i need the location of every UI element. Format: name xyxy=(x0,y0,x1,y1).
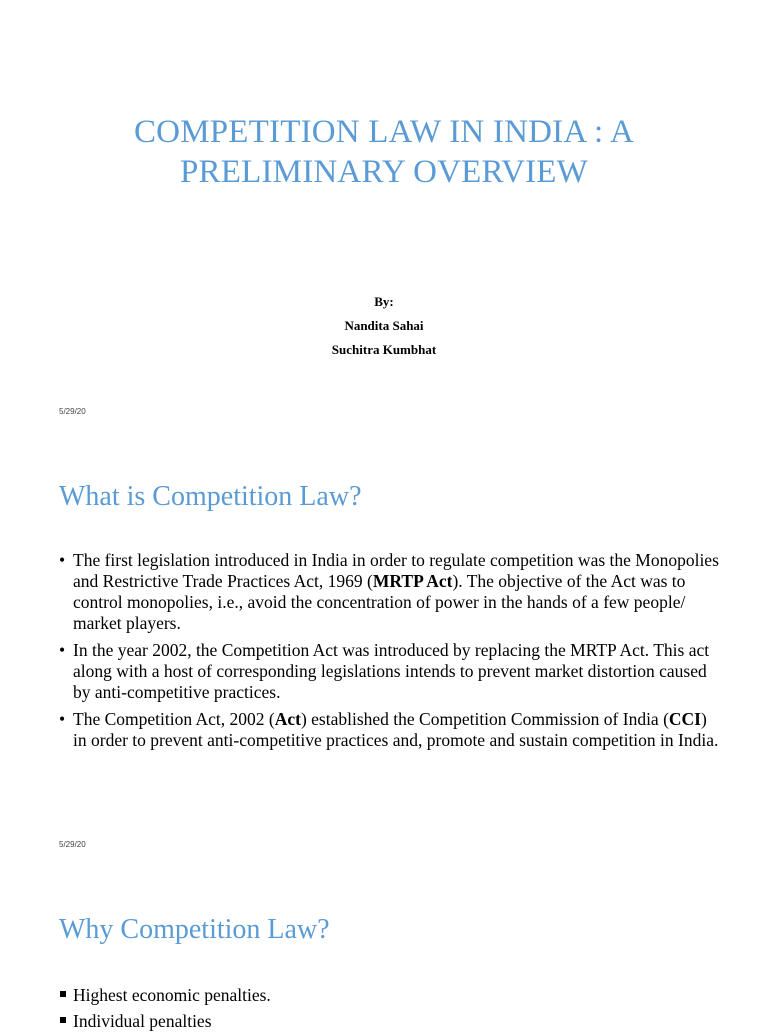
bullet-icon: • xyxy=(59,640,66,660)
author-name: Nandita Sahai xyxy=(344,318,424,333)
slide-date: 5/29/20 xyxy=(59,407,86,416)
text-run: ) established the Competition Commission of India ( xyxy=(300,709,669,729)
text-run: ). The objective of the Act was to control monopolies, i.e., avoid the concentration of power in the hands of a few people/ market players. xyxy=(73,571,686,633)
text-run: In the year 2002, the Competition Act was introduced by replacing the MRTP Act. This act along with a host of corresponding legislations intends to prevent market distortion caused by anti-competitive practices. xyxy=(73,640,710,702)
title-line-2: PRELIMINARY OVERVIEW xyxy=(179,154,589,190)
bullet-list xyxy=(59,550,719,757)
list-item xyxy=(59,709,719,751)
why-slide xyxy=(0,868,768,1031)
bullet-icon: • xyxy=(59,709,66,729)
author-name: Suchitra Kumbhat xyxy=(331,342,437,357)
list-item xyxy=(59,1008,271,1034)
text-run: Individual penalties xyxy=(73,1011,212,1031)
by-label: By: xyxy=(374,294,394,309)
title-line-1: COMPETITION LAW IN INDIA : A xyxy=(133,114,635,150)
title-slide xyxy=(0,0,768,434)
slide-heading: What is Competition Law? xyxy=(59,481,362,512)
slide-heading: Why Competition Law? xyxy=(59,914,330,945)
text-run: The first legislation introduced in India in order to regulate competition was the Monopolies and Restrictive Trade Practices Act, 1969 ( xyxy=(73,550,719,591)
authors-block xyxy=(0,290,768,362)
list-item xyxy=(59,640,719,703)
presentation-title xyxy=(0,112,768,192)
bullet-icon: • xyxy=(59,550,66,570)
bold-term: CCI xyxy=(668,709,701,729)
square-bullet-list xyxy=(59,982,271,1034)
list-item xyxy=(59,982,271,1008)
bold-term: MRTP Act xyxy=(372,571,453,591)
text-run: The Competition Act, 2002 ( xyxy=(73,709,275,729)
text-run: ) in order to prevent anti-competitive practices and, promote and sustain competition in India. xyxy=(73,709,719,750)
square-bullet-icon xyxy=(60,1017,66,1023)
square-bullet-icon xyxy=(60,991,66,997)
what-is-slide xyxy=(0,434,768,868)
text-run: Highest economic penalties. xyxy=(73,985,271,1005)
list-item xyxy=(59,550,719,634)
slide-date: 5/29/20 xyxy=(59,840,86,849)
bold-term: Act xyxy=(274,709,301,729)
